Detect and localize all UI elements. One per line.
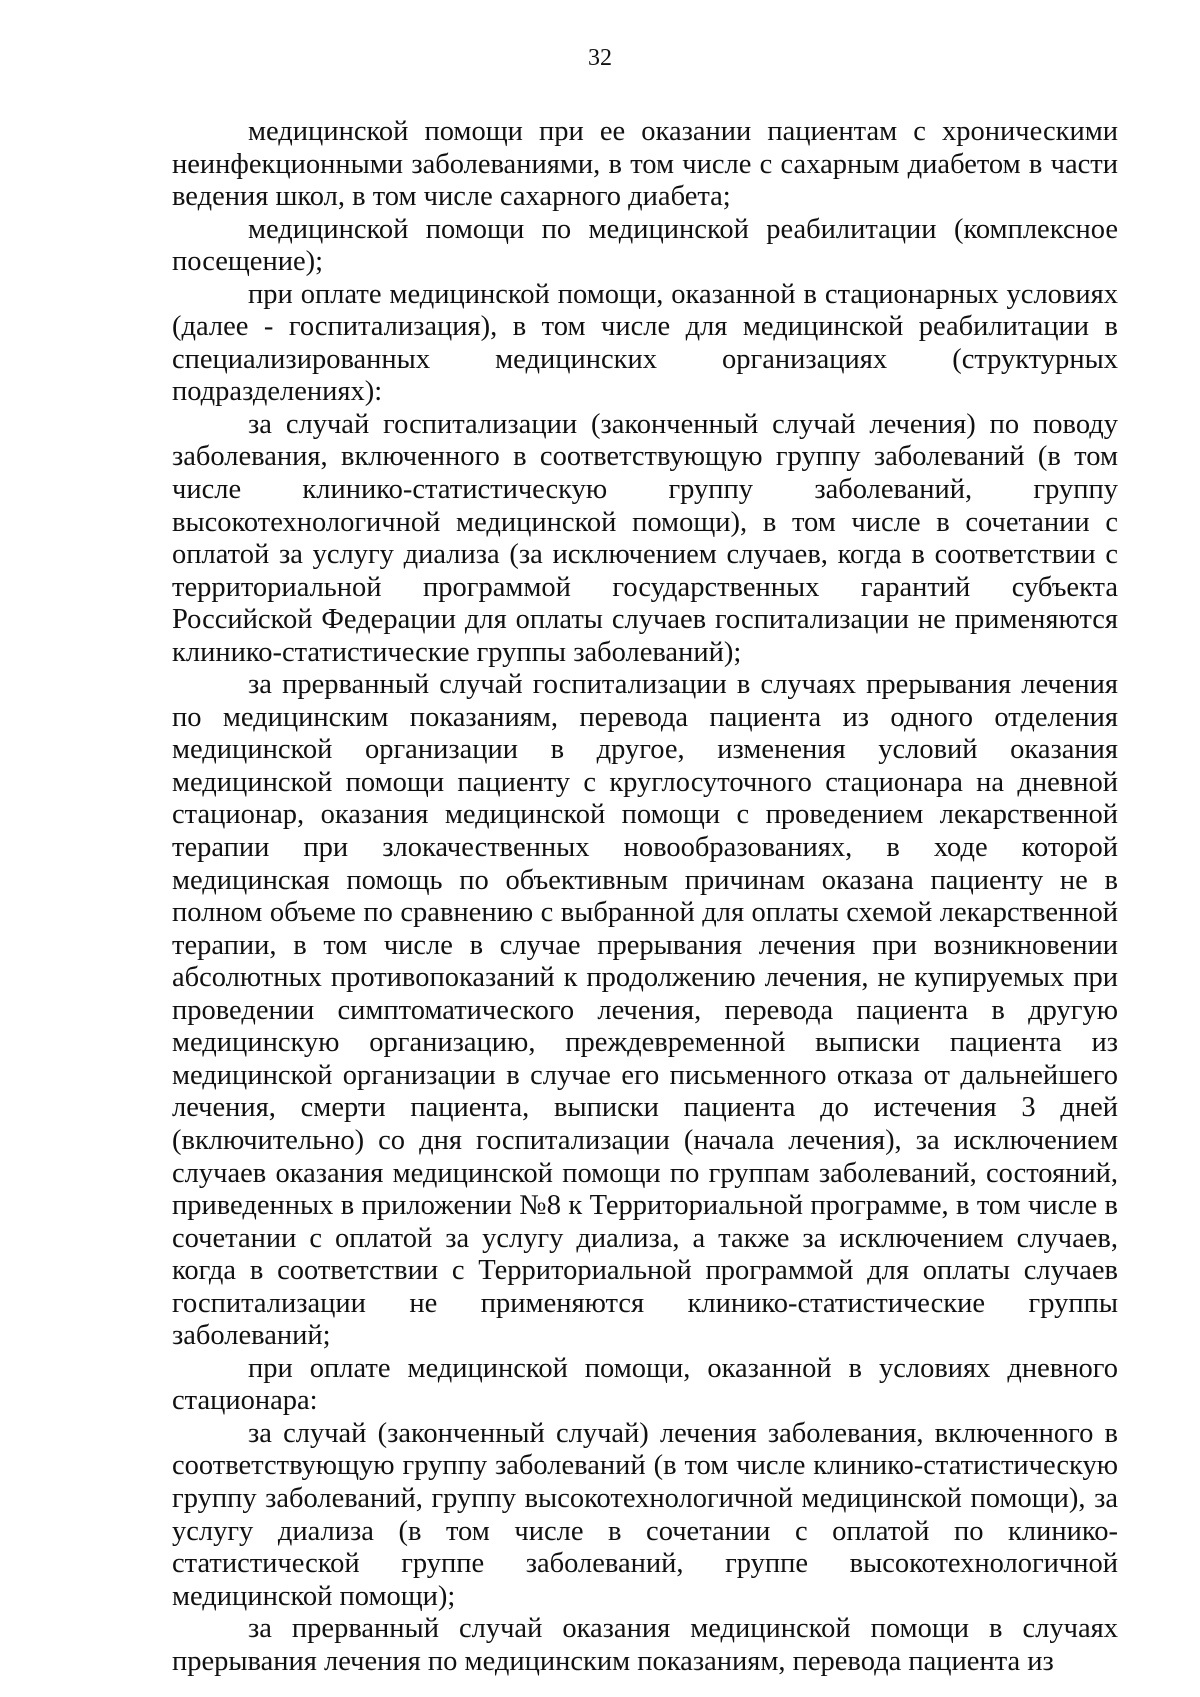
page-number: 32	[588, 45, 612, 71]
paragraph-8: за прерванный случай оказания медицинской помощи в случаях прерывания лечения по медицинским показаниям, перевода пациента из	[172, 1613, 1118, 1677]
paragraph-4: за случай госпитализации (законченный случай лечения) по поводу заболевания, включенного в соответствующую группу заболеваний (в том числе клинико-статистическую группу заболеваний, группу высокотехнологичной медицинской помощи), в том числе в сочетании с оплатой за услугу диализа (за исключением случаев, когда в соответствии с территориальной программой государственных гарантий субъекта Российской Федерации для оплаты случаев госпитализации не применяются клинико-статистические группы заболеваний);	[172, 408, 1118, 668]
paragraph-2: медицинской помощи по медицинской реабилитации (комплексное посещение);	[172, 213, 1118, 278]
paragraph-6: при оплате медицинской помощи, оказанной в условиях дневного стационара:	[172, 1352, 1118, 1417]
text-body	[172, 116, 1118, 1678]
paragraph-1: медицинской помощи при ее оказании пациентам с хроническими неинфекционными заболеваниями, в том числе с сахарным диабетом в части ведения школ, в том числе сахарного диабета;	[172, 116, 1118, 213]
paragraph-7: за случай (законченный случай) лечения заболевания, включенного в соответствующую группу заболеваний (в том числе клинико-статистическую группу заболеваний, группу высокотехнологичной медицинской помощи), за услугу диализа (в том числе в сочетании с оплатой по клинико-статистической группе заболеваний, группе высокотехнологичной медицинской помощи);	[172, 1417, 1118, 1612]
paragraph-3: при оплате медицинской помощи, оказанной в стационарных условиях (далее - госпитализация), в том числе для медицинской реабилитации в специализированных медицинских организациях (структурных подразделениях):	[172, 278, 1118, 408]
paragraph-5: за прерванный случай госпитализации в случаях прерывания лечения по медицинским показаниям, перевода пациента из одного отделения медицинской организации в другое, изменения условий оказания медицинской помощи пациенту с круглосуточного стационара на дневной стационар, оказания медицинской помощи с проведением лекарственной терапии при злокачественных новообразованиях, в ходе которой медицинская помощь по объективным причинам оказана пациенту не в полном объеме по сравнению с выбранной для оплаты схемой лекарственной терапии, в том числе в случае прерывания лечения при возникновении абсолютных противопоказаний к продолжению лечения, не купируемых при проведении симптоматического лечения, перевода пациента в другую медицинскую организацию, преждевременной выписки пациента из медицинской организации в случае его письменного отказа от дальнейшего лечения, смерти пациента, выписки пациента до истечения 3 дней (включительно) со дня госпитализации (начала лечения), за исключением случаев оказания медицинской помощи по группам заболеваний, состояний, приведенных в приложении №8 к Территориальной программе, в том числе в сочетании с оплатой за услугу диализа, а также за исключением случаев, когда в соответствии с Территориальной программой для оплаты случаев госпитализации не применяются клинико-статистические группы заболеваний;	[172, 669, 1118, 1352]
